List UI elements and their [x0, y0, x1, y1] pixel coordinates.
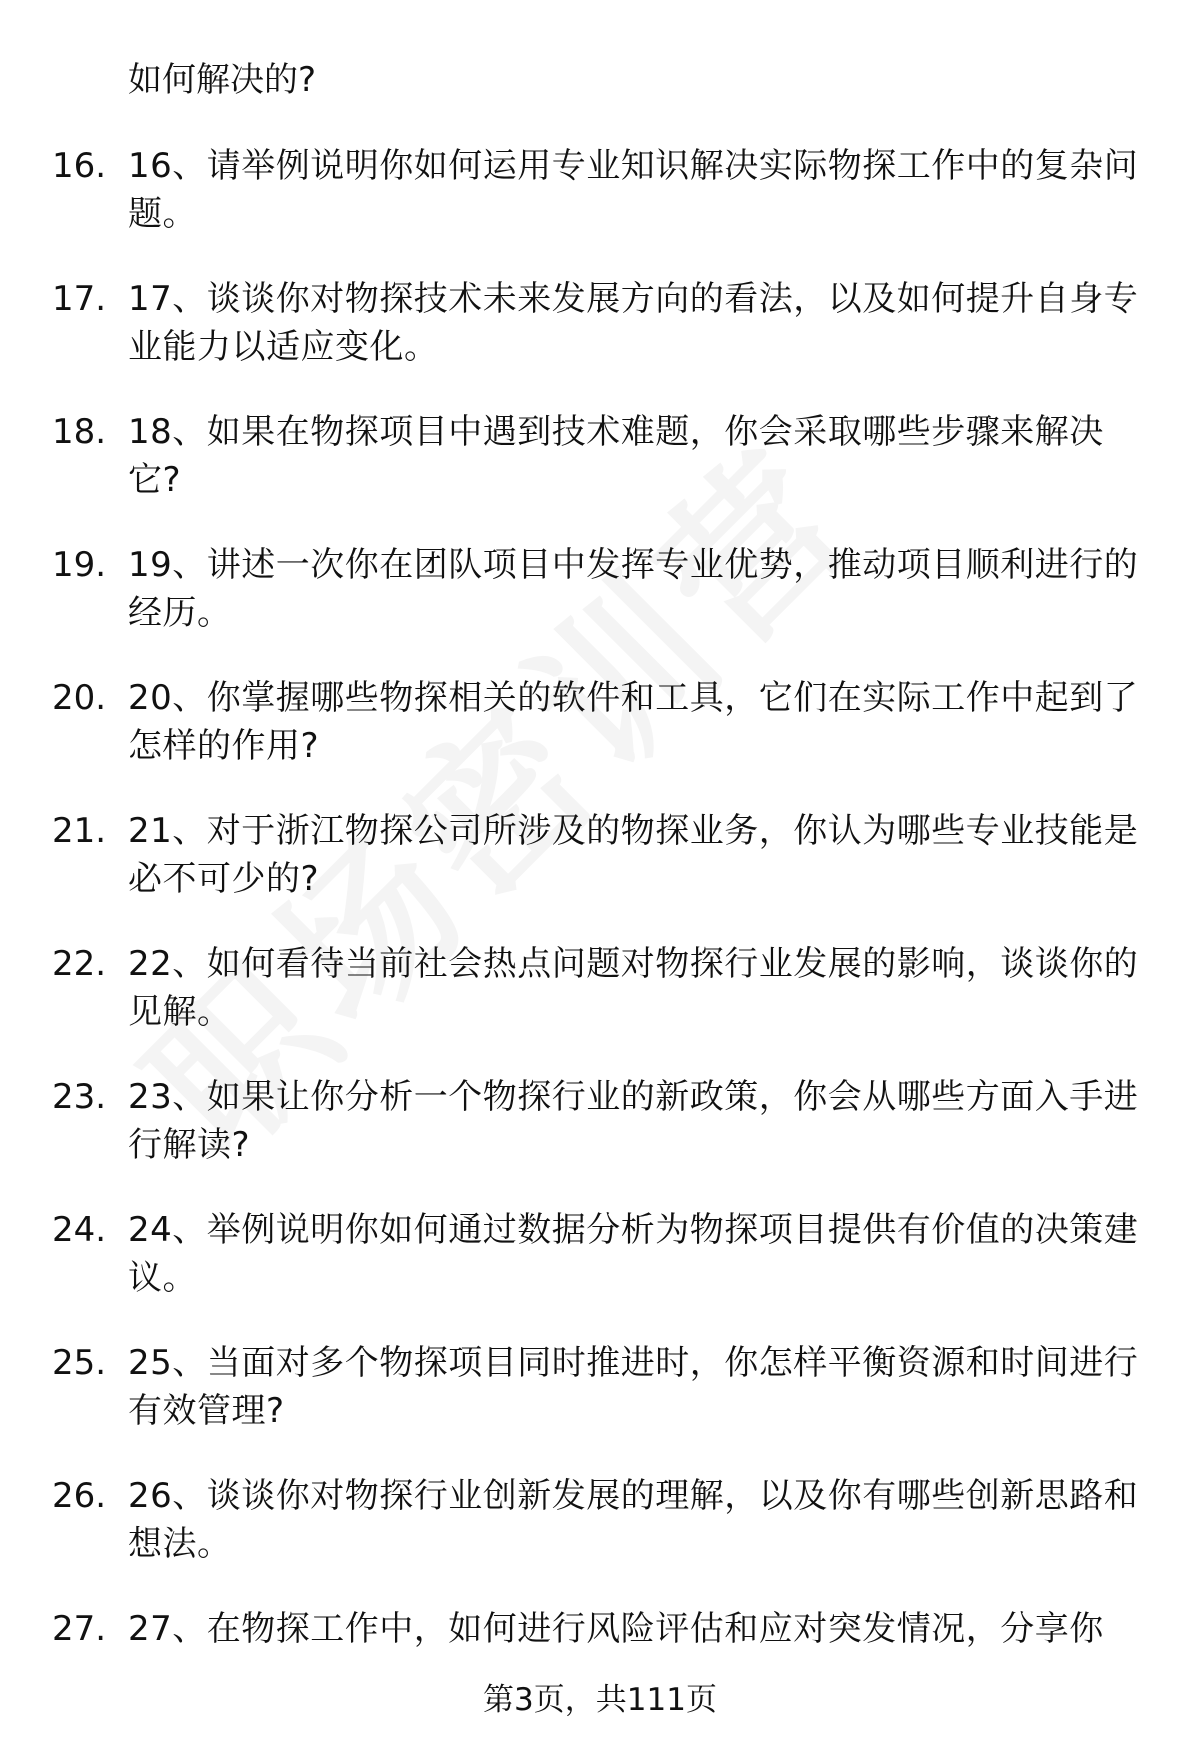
list-item — [0, 275, 1200, 408]
list-item-number: 22. — [52, 944, 107, 984]
list-item-number: 27. — [52, 1609, 107, 1649]
list-item — [0, 1073, 1200, 1206]
list-item — [0, 940, 1200, 1073]
list-item-text: 18、如果在物探项目中遇到技术难题，你会采取哪些步骤来解决它? — [128, 412, 1104, 500]
list-item — [0, 1206, 1200, 1339]
list-item-text: 27、在物探工作中，如何进行风险评估和应对突发情况，分享你 — [128, 1609, 1104, 1649]
list-item — [0, 1339, 1200, 1472]
list-item-number: 18. — [52, 412, 107, 452]
list-item-text: 23、如果让你分析一个物探行业的新政策，你会从哪些方面入手进行解读? — [128, 1077, 1139, 1165]
list-item-text: 24、举例说明你如何通过数据分析为物探项目提供有价值的决策建议。 — [128, 1210, 1139, 1298]
list-item — [0, 807, 1200, 940]
list-item-number: 20. — [52, 678, 107, 718]
list-item — [0, 142, 1200, 275]
list-item-text: 16、请举例说明你如何运用专业知识解决实际物探工作中的复杂问题。 — [128, 146, 1139, 234]
list-item-number: 21. — [52, 811, 107, 851]
list-item-number: 24. — [52, 1210, 107, 1250]
question-list — [0, 142, 1200, 1738]
list-item — [0, 408, 1200, 541]
list-item-number: 17. — [52, 279, 107, 319]
list-item-text: 19、讲述一次你在团队项目中发挥专业优势，推动项目顺利进行的经历。 — [128, 545, 1139, 633]
list-item — [0, 1472, 1200, 1605]
list-item-text: 25、当面对多个物探项目同时推进时，你怎样平衡资源和时间进行有效管理? — [128, 1343, 1139, 1431]
list-item-number: 23. — [52, 1077, 107, 1117]
page-footer: 第3页，共111页 — [483, 1682, 717, 1718]
list-item-number: 19. — [52, 545, 107, 585]
list-item-text: 26、谈谈你对物探行业创新发展的理解，以及你有哪些创新思路和想法。 — [128, 1476, 1139, 1564]
list-item-text: 22、如何看待当前社会热点问题对物探行业发展的影响，谈谈你的见解。 — [128, 944, 1139, 1032]
list-item — [0, 674, 1200, 807]
list-item-text: 17、谈谈你对物探技术未来发展方向的看法，以及如何提升自身专业能力以适应变化。 — [128, 279, 1139, 367]
continued-question-text: 如何解决的? — [128, 60, 317, 100]
list-item-text: 20、你掌握哪些物探相关的软件和工具，它们在实际工作中起到了怎样的作用? — [128, 678, 1139, 766]
list-item-number: 25. — [52, 1343, 107, 1383]
list-item-number: 26. — [52, 1476, 107, 1516]
list-item-number: 16. — [52, 146, 107, 186]
list-item — [0, 541, 1200, 674]
list-item-text: 21、对于浙江物探公司所涉及的物探业务，你认为哪些专业技能是必不可少的? — [128, 811, 1139, 899]
